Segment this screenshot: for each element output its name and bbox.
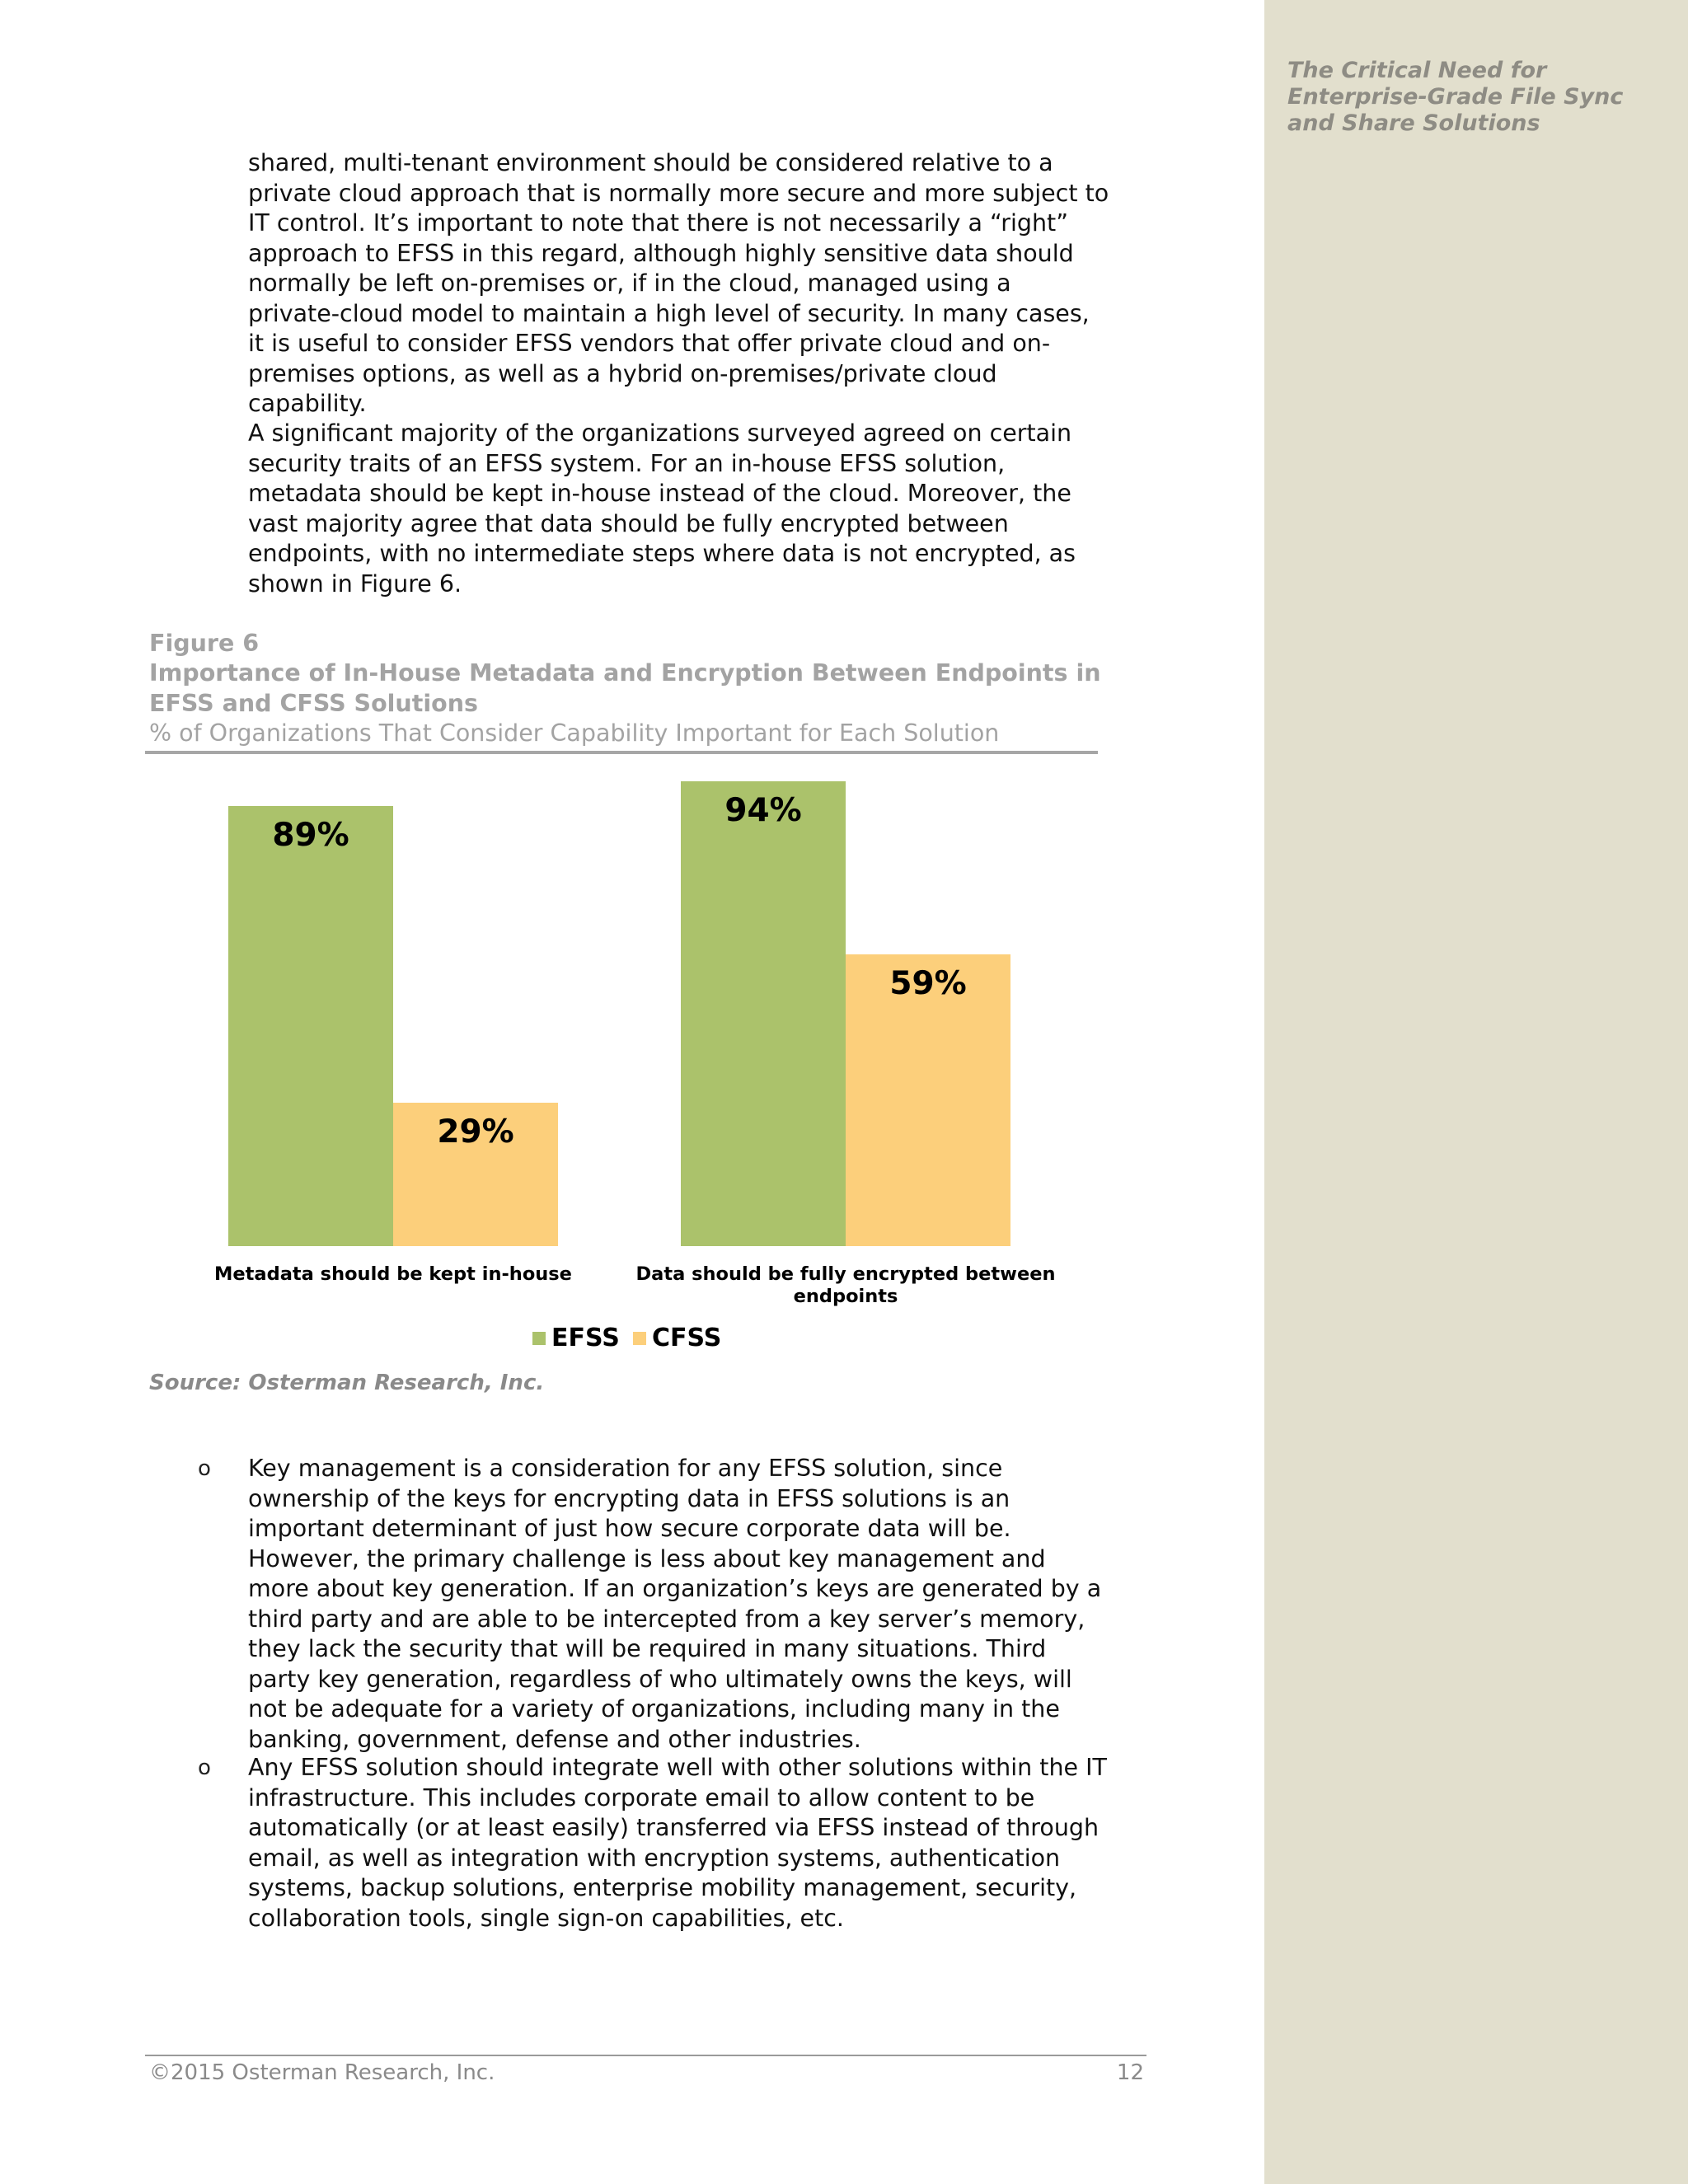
bar-chart [0, 766, 1154, 1368]
data-label: 94% [724, 792, 802, 829]
category-label: endpoints [793, 1286, 898, 1307]
bar-efss-1 [228, 806, 393, 1246]
figure-label: Figure 6 [149, 630, 260, 657]
legend-label: EFSS [551, 1324, 620, 1352]
page-number: 12 [1116, 2060, 1144, 2085]
legend-label: CFSS [652, 1324, 722, 1352]
bullet-text: Key management is a consideration for any EFSS solution, since ownership of the keys for encrypting data in EFSS solutions is an important determinant of just how secure corporate data will be. However, the primary challenge is less about key management and more about key generation. If an organization’s keys are generated by a third party and are able to be intercepted from a key server’s memory, they lack the security that will be required in many situations. Third party key generation, regardless of who ultimately owns the keys, will not be adequate for a variety of organizations, including many in the banking, government, defense and other industries. [248, 1455, 1102, 1753]
bar-efss-2 [681, 781, 846, 1246]
figure-subtitle: % of Organizations That Consider Capability Important for Each Solution [149, 719, 1000, 747]
legend-swatch-efss [532, 1332, 546, 1345]
sidebar-title: The Critical Need for Enterprise-Grade File Sync and Share Solutions [1287, 58, 1624, 136]
footer-copyright: ©2015 Osterman Research, Inc. [149, 2060, 495, 2085]
figure-title: Importance of In-House Metadata and Encryption Between Endpoints in EFSS and CFSS Solutions [149, 659, 1101, 717]
data-label: 29% [437, 1113, 514, 1151]
chart-canvas [0, 766, 1154, 1368]
category-label: Metadata should be kept in-house [214, 1263, 572, 1285]
body-paragraph-1: shared, multi-tenant environment should be considered relative to a private cloud approach that is normally more secure and more subject to IT control. It’s important to note that there is not necessarily a “right” approach to EFSS in this regard, although highly sensitive data should normally be left on-premises or, if in the cloud, managed using a private-cloud model to maintain a high level of security. In many cases, it is useful to consider EFSS vendors that offer private cloud and on-premises options, as well as a hybrid on-premises/private cloud capability. [248, 149, 1109, 417]
bullet-marker: o [198, 1755, 211, 1780]
body-paragraph-2: A significant majority of the organizations surveyed agreed on certain security traits of an EFSS system. For an in-house EFSS solution, metadata should be kept in-house instead of the cloud. Moreover, the vast majority agree that data should be fully encrypted between endpoints, with no intermediate steps where data is not encrypted, as shown in Figure 6. [248, 419, 1076, 598]
data-label: 89% [272, 817, 349, 854]
sidebar-panel [1264, 0, 1688, 2184]
footer-divider [145, 2055, 1146, 2056]
data-label: 59% [889, 965, 967, 1002]
legend-swatch-cfss [633, 1332, 646, 1345]
bullet-text: Any EFSS solution should integrate well with other solutions within the IT infrastructure. This includes corporate email to allow content to be automatically (or at least easily) transferred via EFSS instead of through email, as well as integration with encryption systems, authentication systems, backup solutions, enterprise mobility management, security, collaboration tools, single sign-on capabilities, etc. [248, 1754, 1107, 1932]
category-label: Data should be fully encrypted between [635, 1263, 1056, 1285]
figure-source: Source: Osterman Research, Inc. [149, 1371, 545, 1395]
bullet-marker: o [198, 1456, 211, 1481]
figure-divider [145, 751, 1098, 754]
